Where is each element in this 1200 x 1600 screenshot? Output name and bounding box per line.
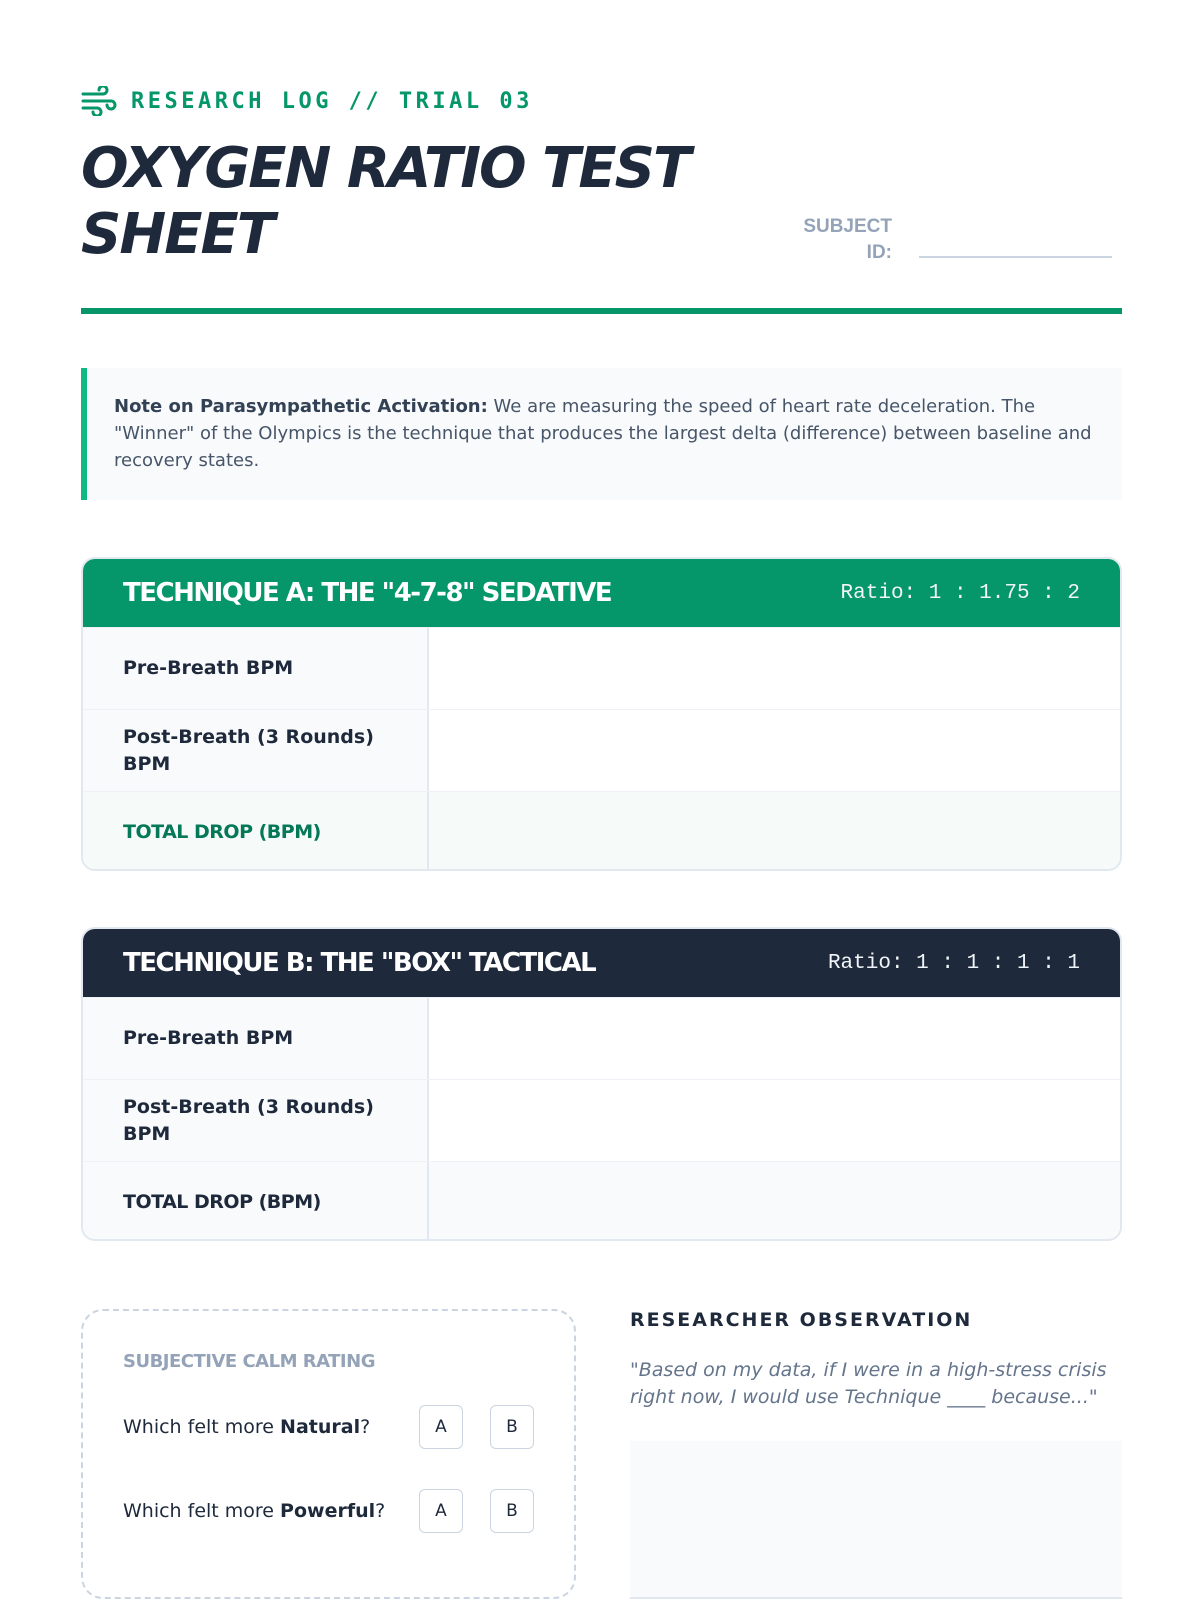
row-label: TOTAL DROP (BPM) [83,792,429,871]
rating-question-powerful [123,1489,534,1533]
row-label: Post-Breath (3 Rounds) BPM [83,1080,429,1161]
table-row [83,627,1120,709]
table-row [83,791,1120,871]
researcher-observation [630,1309,1122,1411]
technique-a-ratio: Ratio: 1 : 1.75 : 2 [840,581,1080,605]
question-emphasis: Powerful [280,1500,376,1522]
rating-question-text [123,1500,392,1522]
total-drop-b-field[interactable] [429,1162,1120,1241]
technique-b-card [81,927,1122,1241]
observation-title: RESEARCHER OBSERVATION [630,1309,973,1331]
row-label: TOTAL DROP (BPM) [83,1162,429,1241]
note-body: We are measuring the speed of heart rate deceleration. The "Winner" of the Olympics is the technique that produces the largest delta (difference) between baseline and recovery states. [114,396,1092,471]
row-label: Pre-Breath BPM [83,998,429,1079]
technique-a-header [83,559,1120,627]
rating-question-natural [123,1405,534,1449]
technique-b-title: TECHNIQUE B: THE "BOX" TACTICAL [123,948,596,978]
note-panel [81,368,1122,500]
pre-breath-bpm-b-field[interactable] [429,998,1120,1079]
rating-question-text [123,1416,392,1438]
technique-a-card [81,557,1122,871]
note-lead: Note on Parasympathetic Activation: [114,396,488,417]
post-breath-bpm-a-field[interactable] [429,710,1120,791]
table-row [83,1079,1120,1161]
pre-breath-bpm-a-field[interactable] [429,628,1120,709]
observation-textarea[interactable] [630,1441,1122,1599]
table-row [83,997,1120,1079]
wind-icon [81,86,117,116]
post-breath-bpm-b-field[interactable] [429,1080,1120,1161]
subject-id-label: SUBJECT ID: [803,216,892,263]
technique-b-header [83,929,1120,997]
calm-rating-title: SUBJECTIVE CALM RATING [123,1351,375,1372]
row-label: Pre-Breath BPM [83,628,429,709]
table-row [83,1161,1120,1241]
question-prefix: Which felt more [123,1416,281,1438]
technique-b-ratio: Ratio: 1 : 1 : 1 : 1 [827,951,1080,975]
test-sheet [81,0,1122,1600]
technique-a-title: TECHNIQUE A: THE "4-7-8" SEDATIVE [123,578,612,608]
choice-b-button[interactable]: B [490,1489,534,1533]
calm-rating-panel [81,1309,576,1599]
total-drop-a-field[interactable] [429,792,1120,871]
row-label: Post-Breath (3 Rounds) BPM [83,710,429,791]
eyebrow-text: RESEARCH LOG // TRIAL 03 [131,88,533,114]
header-rule [81,308,1122,314]
page-title: OXYGEN RATIO TEST SHEET [81,136,690,267]
table-row [83,709,1120,791]
question-suffix: ? [375,1500,386,1522]
eyebrow [81,84,533,118]
question-prefix: Which felt more [123,1500,281,1522]
subject-id-input-line[interactable] [919,256,1112,258]
choice-a-button[interactable]: A [419,1489,463,1533]
question-emphasis: Natural [280,1416,361,1438]
choice-a-button[interactable]: A [419,1405,463,1449]
question-suffix: ? [360,1416,371,1438]
choice-b-button[interactable]: B [490,1405,534,1449]
observation-prompt: "Based on my data, if I were in a high-stress crisis right now, I would use Technique ____ because..." [630,1359,1107,1408]
subject-id-field [781,214,1112,266]
